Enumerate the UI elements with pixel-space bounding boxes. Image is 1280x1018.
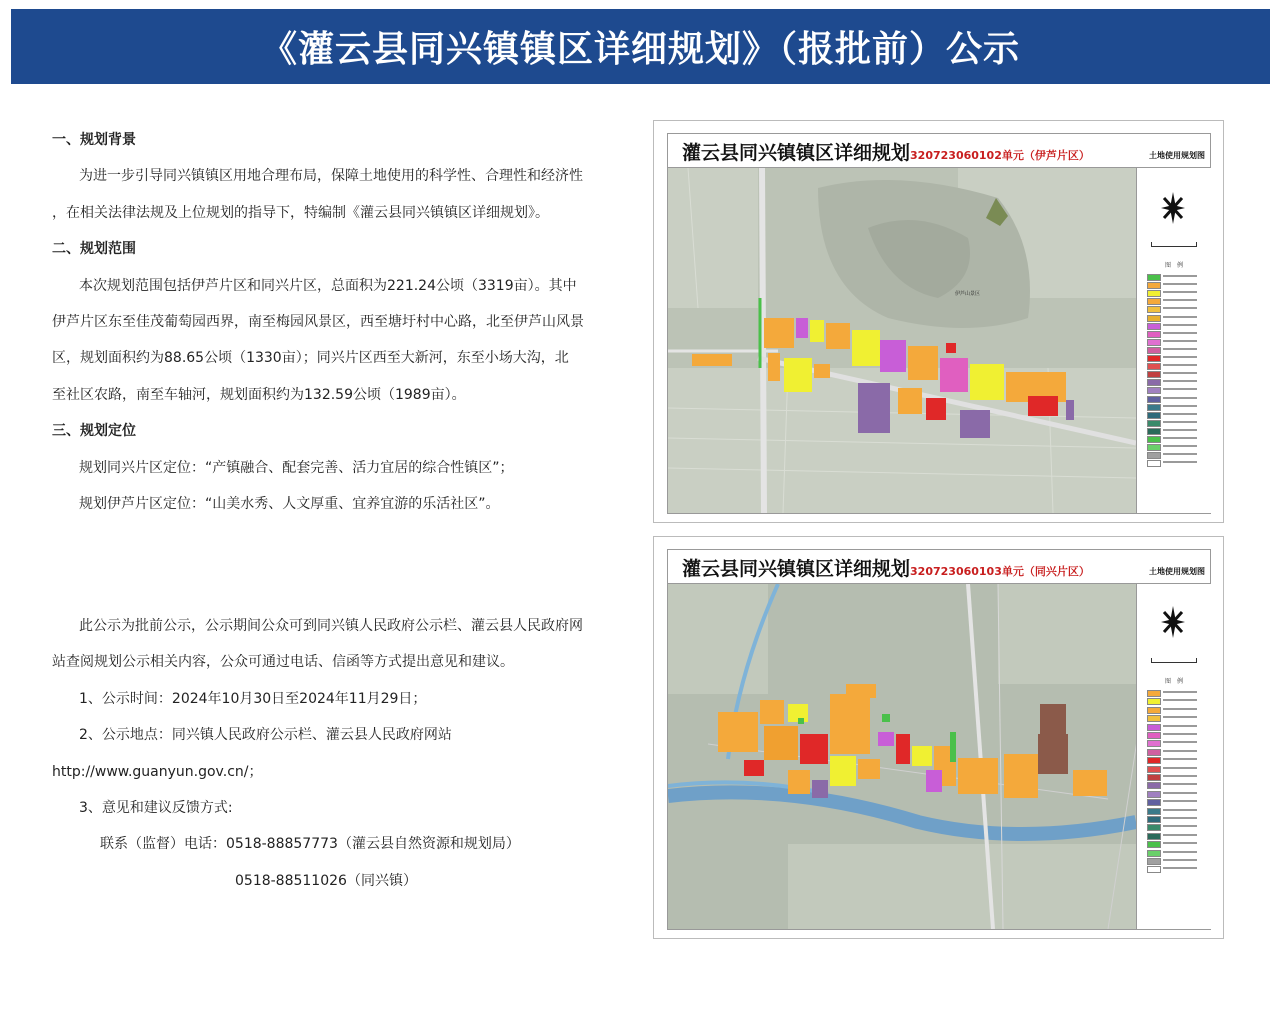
announcement-body (52, 122, 632, 522)
legend-label (1163, 842, 1197, 844)
map-place-label: 伊芦山景区 (955, 291, 981, 297)
map-legend (1136, 584, 1211, 929)
legend-item (1147, 850, 1205, 855)
north-arrow-icon (1160, 604, 1186, 640)
legend-label (1163, 867, 1197, 869)
legend-label (1163, 340, 1197, 342)
map-title: 灌云县同兴镇镇区详细规划320723060103单元（同兴片区） (682, 558, 1090, 580)
map-tongxing (667, 549, 1211, 930)
paragraph: 规划伊芦片区定位：“山美水秀、人文厚重、宜养宜游的乐活社区”。 (79, 496, 500, 513)
legend-label (1163, 733, 1197, 735)
legend-swatch (1147, 816, 1161, 823)
legend-swatch (1147, 766, 1161, 773)
legend-item (1147, 690, 1205, 695)
legend-label (1163, 372, 1197, 374)
notice-block (52, 608, 632, 899)
legend-label (1163, 725, 1197, 727)
legend-label (1163, 421, 1197, 423)
legend-swatch (1147, 841, 1161, 848)
legend-swatch (1147, 824, 1161, 831)
legend-swatch (1147, 850, 1161, 857)
legend-swatch (1147, 858, 1161, 865)
legend-swatch (1147, 323, 1161, 330)
legend-item (1147, 379, 1205, 384)
paragraph: 为进一步引导同兴镇镇区用地合理布局，保障土地使用的科学性、合理性和经济性 (79, 168, 583, 185)
legend-label (1163, 767, 1197, 769)
legend-item (1147, 315, 1205, 320)
website-link[interactable]: http://www.guanyun.gov.cn/； (52, 763, 263, 780)
legend-item (1147, 412, 1205, 417)
legend-swatch (1147, 298, 1161, 305)
legend-item (1147, 749, 1205, 754)
legend-item (1147, 791, 1205, 796)
legend-label (1163, 356, 1197, 358)
legend-swatch (1147, 715, 1161, 722)
legend-swatch (1147, 420, 1161, 427)
map-header (668, 134, 1210, 168)
legend-item (1147, 774, 1205, 779)
legend-swatch (1147, 379, 1161, 386)
legend-swatch (1147, 282, 1161, 289)
legend-item (1147, 841, 1205, 846)
legend-item (1147, 698, 1205, 703)
legend-item (1147, 766, 1205, 771)
legend-label (1163, 299, 1197, 301)
map-header (668, 550, 1210, 584)
legend-swatch (1147, 404, 1161, 411)
paragraph: 伊芦片区东至佳茂葡萄园西界，南至梅园风景区，西至塘圩村中心路，北至伊芦山风景 (52, 314, 584, 331)
legend-swatch (1147, 740, 1161, 747)
legend-swatch (1147, 782, 1161, 789)
legend-label (1163, 691, 1197, 693)
map-tongxing-frame (653, 536, 1224, 939)
legend-item (1147, 323, 1205, 328)
paragraph: 区，规划面积约为88.65公顷（1330亩）；同兴片区西至大新河，东至小场大沟，北 (52, 350, 569, 367)
legend-item (1147, 355, 1205, 360)
feedback-method: 3、意见和建议反馈方式: (79, 800, 233, 817)
legend-label (1163, 800, 1197, 802)
title-banner (11, 9, 1270, 84)
legend-item (1147, 824, 1205, 829)
contact-phone-town: 0518-88511026（同兴镇） (235, 872, 417, 889)
notice-time: 1、公示时间：2024年10月30日至2024年11月29日； (79, 690, 427, 707)
legend-item (1147, 816, 1205, 821)
notice-paragraph: 此公示为批前公示，公示期间公众可到同兴镇人民政府公示栏、灌云县人民政府网 (79, 618, 583, 634)
legend-label (1163, 708, 1197, 710)
legend-label (1163, 364, 1197, 366)
legend-label (1163, 783, 1197, 785)
legend-item (1147, 858, 1205, 863)
land-use-map (668, 584, 1136, 929)
legend-swatch (1147, 363, 1161, 370)
page-title: 《灌云县同兴镇镇区详细规划》（报批前）公示 (260, 29, 1020, 70)
legend-title: 图 例 (1164, 262, 1183, 269)
scale-bar (1151, 242, 1197, 247)
legend-swatch (1147, 707, 1161, 714)
legend-swatch (1147, 396, 1161, 403)
legend-item (1147, 298, 1205, 303)
legend-label (1163, 445, 1197, 447)
legend-item (1147, 808, 1205, 813)
map-image (668, 584, 1136, 929)
legend-label (1163, 413, 1197, 415)
legend-item (1147, 387, 1205, 392)
legend-swatch (1147, 833, 1161, 840)
legend-swatch (1147, 428, 1161, 435)
legend-label (1163, 324, 1197, 326)
legend-swatch (1147, 808, 1161, 815)
legend-label (1163, 817, 1197, 819)
legend-item (1147, 740, 1205, 745)
legend-item (1147, 436, 1205, 441)
map-subtitle: 土地使用规划图 (1149, 151, 1205, 160)
legend-swatch (1147, 274, 1161, 281)
legend-label (1163, 429, 1197, 431)
map-image (668, 168, 1136, 513)
map-legend (1136, 168, 1211, 513)
legend-swatch (1147, 732, 1161, 739)
scale-bar (1151, 658, 1197, 663)
legend-swatch (1147, 436, 1161, 443)
legend-label (1163, 716, 1197, 718)
section-title-background: 一、规划背景 (52, 132, 136, 148)
legend-swatch (1147, 866, 1161, 873)
legend-item (1147, 452, 1205, 457)
legend-swatch (1147, 698, 1161, 705)
legend-label (1163, 275, 1197, 277)
legend-label (1163, 316, 1197, 318)
legend-item (1147, 306, 1205, 311)
legend-item (1147, 331, 1205, 336)
legend-label (1163, 380, 1197, 382)
legend-swatch (1147, 339, 1161, 346)
legend-label (1163, 699, 1197, 701)
legend-swatch (1147, 331, 1161, 338)
map-yilu-frame (653, 120, 1224, 523)
legend-label (1163, 283, 1197, 285)
legend-swatch (1147, 799, 1161, 806)
paragraph: ，在相关法律法规及上位规划的指导下，特编制《灌云县同兴镇镇区详细规划》。 (52, 204, 549, 221)
legend-item (1147, 282, 1205, 287)
legend-item (1147, 290, 1205, 295)
legend-item (1147, 396, 1205, 401)
legend-item (1147, 420, 1205, 425)
legend-label (1163, 859, 1197, 861)
legend-label (1163, 348, 1197, 350)
legend-swatch (1147, 774, 1161, 781)
legend-label (1163, 758, 1197, 760)
legend-swatch (1147, 749, 1161, 756)
legend-swatch (1147, 791, 1161, 798)
legend-item (1147, 732, 1205, 737)
legend-item (1147, 715, 1205, 720)
section-title-positioning: 三、规划定位 (52, 423, 136, 440)
legend-label (1163, 741, 1197, 743)
legend-label (1163, 750, 1197, 752)
legend-swatch (1147, 306, 1161, 313)
legend-swatch (1147, 371, 1161, 378)
section-title-scope: 二、规划范围 (52, 241, 136, 258)
legend-swatch (1147, 444, 1161, 451)
legend-item (1147, 274, 1205, 279)
map-yilu (667, 133, 1211, 514)
legend-item (1147, 724, 1205, 729)
paragraph: 至社区农路，南至车轴河，规划面积约为132.59公顷（1989亩）。 (52, 386, 466, 403)
legend-label (1163, 453, 1197, 455)
legend-item (1147, 757, 1205, 762)
north-arrow-icon (1160, 190, 1186, 226)
legend-item (1147, 782, 1205, 787)
legend-label (1163, 809, 1197, 811)
notice-paragraph: 站查阅规划公示相关内容，公众可通过电话、信函等方式提出意见和建议。 (52, 654, 514, 671)
legend-label (1163, 825, 1197, 827)
legend-swatch (1147, 460, 1161, 467)
notice-location: 2、公示地点：同兴镇人民政府公示栏、灌云县人民政府网站 (79, 727, 452, 744)
legend-label (1163, 332, 1197, 334)
legend-item (1147, 833, 1205, 838)
legend-swatch (1147, 724, 1161, 731)
legend-item (1147, 347, 1205, 352)
legend-label (1163, 461, 1197, 463)
legend-swatch (1147, 452, 1161, 459)
legend-label (1163, 388, 1197, 390)
legend-item (1147, 371, 1205, 376)
legend-label (1163, 405, 1197, 407)
legend-label (1163, 792, 1197, 794)
legend-item (1147, 404, 1205, 409)
legend-swatch (1147, 387, 1161, 394)
legend-item (1147, 339, 1205, 344)
legend-label (1163, 437, 1197, 439)
land-use-map (668, 168, 1136, 513)
legend-label (1163, 307, 1197, 309)
legend-label (1163, 851, 1197, 853)
legend-item (1147, 460, 1205, 465)
legend-swatch (1147, 690, 1161, 697)
contact-phone-bureau: 联系（监督）电话：0518-88857773（灌云县自然资源和规划局） (100, 836, 520, 853)
paragraph: 本次规划范围包括伊芦片区和同兴片区，总面积为221.24公顷（3319亩）。其中 (79, 277, 577, 294)
legend-item (1147, 707, 1205, 712)
legend-swatch (1147, 757, 1161, 764)
legend-swatch (1147, 355, 1161, 362)
map-title: 灌云县同兴镇镇区详细规划320723060102单元（伊芦片区） (682, 142, 1090, 164)
legend-label (1163, 775, 1197, 777)
legend-swatch (1147, 412, 1161, 419)
legend-title: 图 例 (1164, 678, 1183, 685)
legend-item (1147, 428, 1205, 433)
legend-item (1147, 444, 1205, 449)
legend-label (1163, 291, 1197, 293)
legend-swatch (1147, 290, 1161, 297)
legend-swatch (1147, 315, 1161, 322)
legend-label (1163, 834, 1197, 836)
legend-item (1147, 866, 1205, 871)
legend-swatch (1147, 347, 1161, 354)
map-subtitle: 土地使用规划图 (1149, 567, 1205, 576)
legend-item (1147, 799, 1205, 804)
legend-item (1147, 363, 1205, 368)
legend-label (1163, 397, 1197, 399)
paragraph: 规划同兴片区定位：“产镇融合、配套完善、活力宜居的综合性镇区”； (79, 459, 514, 476)
